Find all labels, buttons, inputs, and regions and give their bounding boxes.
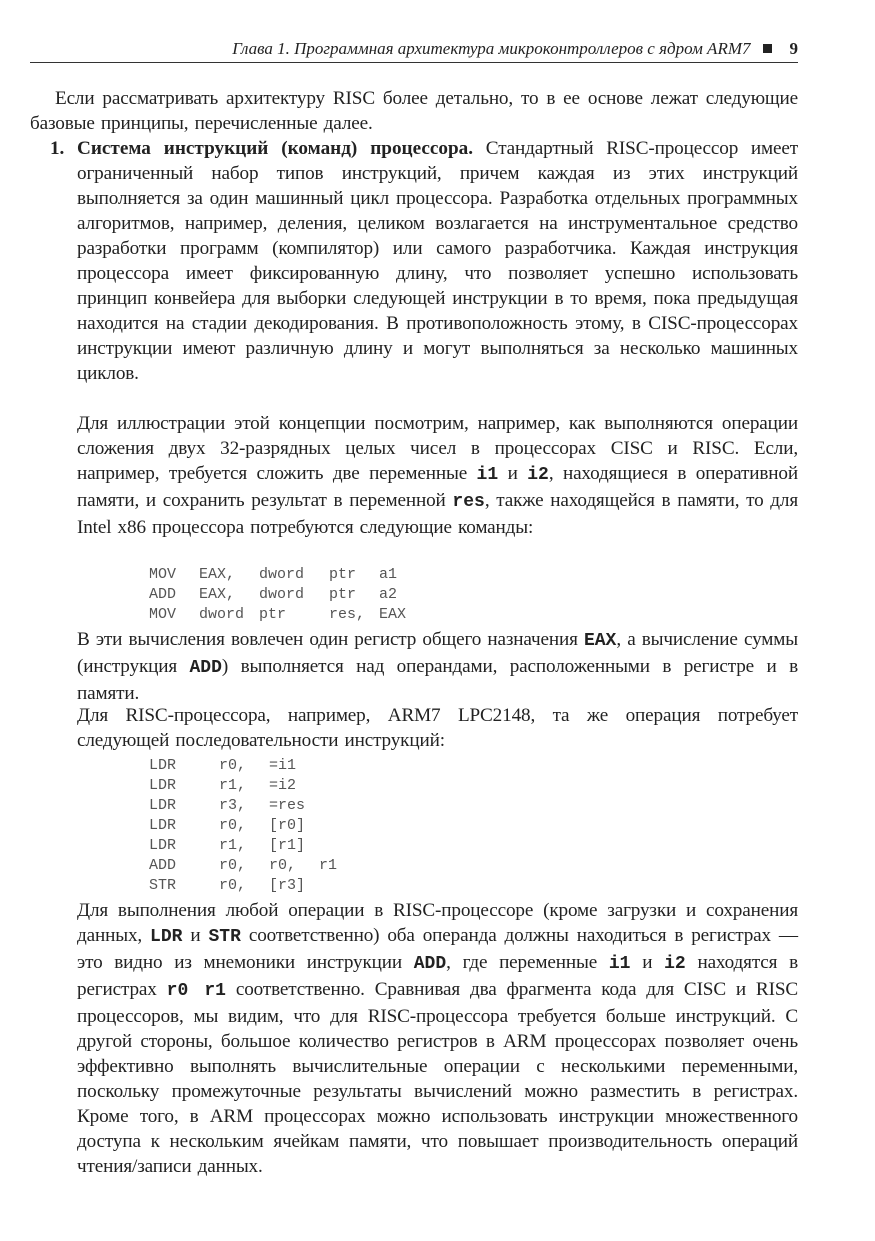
text-segment: , находящиеся в оперативной памяти, и сохранить результат в переменной bbox=[77, 463, 798, 511]
code-token: r1, bbox=[219, 777, 247, 794]
code-line bbox=[149, 876, 359, 896]
code-token: res, bbox=[329, 606, 366, 623]
code-line bbox=[149, 776, 359, 796]
text-segment: и bbox=[182, 925, 209, 946]
text-segment: В эти вычисления вовлечен один регистр общего назначения bbox=[77, 629, 584, 650]
list-item-1 bbox=[50, 136, 798, 386]
code-token: ADD bbox=[149, 586, 177, 603]
code-token: =res bbox=[269, 797, 306, 814]
code-token: a2 bbox=[379, 586, 398, 603]
text-segment: Стандартный RISC-процессор имеет ограниченный набор типов инструкций, причем каждая из этих инструкций выполняется за один машинный цикл процессора. Разработка отдельных программных алгоритмов, например, деления, целиком возлагается на инструментальное средство разработки программ (компилятор) или самого разработчика. Каждая инструкция процессора имеет фиксированную длину, что позволяет успешно использовать принцип конвейера для выборки следующей инструкции в то время, пока предыдущая находится на стадии декодирования. В противоположность этому, в CISC-процессорах инструкции имеют различную длину и могут выполняться за несколько машинных циклов. bbox=[77, 138, 798, 384]
code-line bbox=[149, 836, 359, 856]
text-segment: соответственно. Сравнивая два фрагмента кода для CISC и RISC процессоров, мы видим, что для RISC-процессора требуется больше инструкций. С другой стороны, большое количество регистров в ARM процессорах позволяет очень эффективно выполнять вычислительные операции с несколькими переменными, поскольку промежуточные результаты вычислений можно разместить в регистрах. Кроме того, в ARM процессорах можно использовать инструкции множественного доступа к нескольким ячейкам памяти, что повышает производительность операций чтения/записи данных. bbox=[77, 979, 798, 1177]
inline-code: i2 bbox=[527, 465, 549, 485]
code-token: =i1 bbox=[269, 757, 297, 774]
text-segment: и bbox=[498, 463, 528, 484]
code-line bbox=[149, 565, 419, 585]
running-header bbox=[30, 38, 798, 63]
code-token: LDR bbox=[149, 757, 177, 774]
risc-example-paragraph bbox=[77, 703, 798, 753]
comparison-paragraph bbox=[77, 898, 798, 1179]
text-segment: Для иллюстрации этой концепции посмотрим, например, как выполняются операции сложения двух 32-разрядных целых чисел в процессорах CISC и RISC. Если, например, требуется сложить две переменные bbox=[77, 413, 798, 484]
code-line bbox=[149, 816, 359, 836]
eax-explanation-paragraph bbox=[77, 627, 798, 706]
text-segment: Если рассматривать архитектуру RISC более детально, то в ее основе лежат следующие базовые принципы, перечисленные далее. bbox=[30, 88, 798, 134]
code-line bbox=[149, 605, 419, 625]
code-token: MOV bbox=[149, 606, 177, 623]
code-token: r1, bbox=[219, 837, 247, 854]
inline-code: r0 r1 bbox=[166, 981, 226, 1001]
code-token: LDR bbox=[149, 817, 177, 834]
cisc-example-paragraph bbox=[77, 411, 798, 540]
x86-code-block bbox=[149, 565, 419, 625]
chapter-title: Глава 1. Программная архитектура микроконтроллеров с ядром ARM7 bbox=[232, 39, 751, 58]
code-token: EAX, bbox=[199, 566, 236, 583]
code-token: LDR bbox=[149, 797, 177, 814]
code-token: r3, bbox=[219, 797, 247, 814]
code-line bbox=[149, 856, 359, 876]
page-number: 9 bbox=[789, 39, 798, 58]
code-token: r0, bbox=[219, 877, 247, 894]
code-token: r0, bbox=[219, 857, 247, 874]
text-segment: соответственно) оба операнда должны находиться в регистрах — это видно из мнемоники инструкции bbox=[77, 925, 798, 973]
code-token: r0, bbox=[219, 757, 247, 774]
text-segment: Для RISC-процессора, например, ARM7 LPC2148, та же операция потребует следующей последовательности инструкций: bbox=[77, 705, 798, 751]
inline-code: LDR bbox=[150, 927, 183, 947]
inline-code: ADD bbox=[413, 954, 447, 974]
code-token: ptr bbox=[329, 566, 357, 583]
code-token: a1 bbox=[379, 566, 398, 583]
square-separator-icon bbox=[763, 44, 772, 53]
code-token: EAX bbox=[379, 606, 407, 623]
bold-term: Система инструкций (команд) процессора. bbox=[77, 138, 474, 159]
text-segment: ) выполняется над операндами, расположенными в регистре и в памяти. bbox=[77, 656, 798, 704]
code-token: ptr bbox=[329, 586, 357, 603]
code-token: dword bbox=[259, 566, 305, 583]
text-segment: , где переменные bbox=[446, 952, 609, 973]
inline-code: i2 bbox=[664, 954, 686, 974]
text-segment: , а вычисление суммы (инструкция bbox=[77, 629, 799, 677]
code-line bbox=[149, 796, 359, 816]
code-token: MOV bbox=[149, 566, 177, 583]
code-token: ptr bbox=[259, 606, 287, 623]
text-segment: находятся в регистрах bbox=[77, 952, 799, 1000]
code-token: =i2 bbox=[269, 777, 297, 794]
code-token: dword bbox=[199, 606, 245, 623]
code-line bbox=[149, 756, 359, 776]
code-token: STR bbox=[149, 877, 177, 894]
code-token: [r0] bbox=[269, 817, 306, 834]
code-token: ADD bbox=[149, 857, 177, 874]
arm-code-block bbox=[149, 756, 359, 896]
text-segment: и bbox=[630, 952, 665, 973]
inline-code: i1 bbox=[608, 954, 631, 974]
code-token: dword bbox=[259, 586, 305, 603]
code-token: EAX, bbox=[199, 586, 236, 603]
list-marker: 1. bbox=[50, 138, 65, 159]
inline-code: EAX bbox=[583, 631, 617, 651]
inline-code: STR bbox=[208, 927, 241, 947]
code-token: LDR bbox=[149, 837, 177, 854]
code-token: r0, bbox=[269, 857, 297, 874]
code-token: [r1] bbox=[269, 837, 306, 854]
code-token: r0, bbox=[219, 817, 247, 834]
text-segment: Для выполнения любой операции в RISC-процессоре (кроме загрузки и сохранения данных, bbox=[77, 900, 798, 946]
intro-paragraph bbox=[30, 86, 798, 136]
text-segment: , также находящейся в памяти, то для Intel x86 процессора потребуются следующие команды: bbox=[77, 490, 799, 538]
inline-code: ADD bbox=[189, 658, 222, 678]
inline-code: res bbox=[452, 492, 485, 512]
code-token: r1 bbox=[319, 857, 338, 874]
code-token: [r3] bbox=[269, 877, 306, 894]
inline-code: i1 bbox=[476, 465, 499, 485]
code-line bbox=[149, 585, 419, 605]
code-token: LDR bbox=[149, 777, 177, 794]
